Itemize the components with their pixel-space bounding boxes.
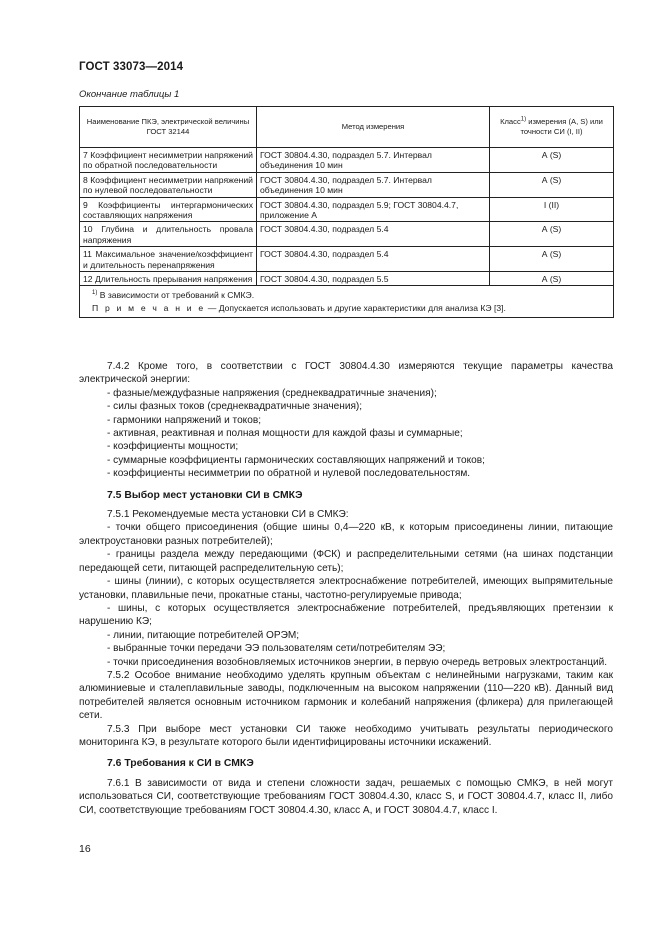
list-item: - точки общего присоединения (общие шины 0,4—220 кВ, к которым присоединены линии, питающие электроустановки разных потребителей); — [79, 522, 613, 547]
table-row — [80, 247, 614, 272]
parameter-cell: 7 Коэффициент несимметрии напряжений по обратной последовательности — [80, 148, 257, 173]
parameter-cell: 10 Глубина и длительность провала напряжения — [80, 222, 257, 247]
method-cell: ГОСТ 30804.4.30, подраздел 5.7. Интервал объединения 10 мин — [257, 148, 490, 173]
class-cell: А (S) — [490, 148, 614, 173]
paragraph-7-4-2: 7.4.2 Кроме того, в соответствии с ГОСТ 30804.4.30 измеряются текущие параметры качества электрической энергии: — [79, 361, 613, 386]
parameter-cell: 12 Длительность прерывания напряжения — [80, 272, 257, 286]
parameter-cell: 11 Максимальное значение/коэффициент и длительность перенапряжения — [80, 247, 257, 272]
list-item: - шины (линии), с которых осуществляется электроснабжение потребителей, имеющих выпрямительные установки, плавильные печи, прокатные станы, частотно-регулируемые привода; — [79, 576, 613, 601]
class-header-rest: измерения (А, S) или точности СИ (I, II) — [520, 117, 603, 136]
class-cell: А (S) — [490, 172, 614, 197]
footnote-mark: 1) — [92, 290, 98, 297]
class-cell: I (II) — [490, 197, 614, 222]
list-item: - коэффициенты несимметрии по обратной и нулевой последовательностям. — [107, 468, 471, 480]
table-header-row — [80, 107, 614, 148]
section-heading-7-5: 7.5 Выбор мест установки СИ в СМКЭ — [107, 489, 303, 501]
page-number: 16 — [79, 843, 91, 855]
list-item: - гармоники напряжений и токов; — [107, 414, 261, 426]
column-header-method: Метод измерения — [257, 107, 490, 148]
list-item: - выбранные точки передачи ЭЭ пользователям сети/потребителям ЭЭ; — [107, 643, 446, 655]
list-item: - линии, питающие потребителей ОРЭМ; — [107, 629, 300, 641]
parameter-cell: 8 Коэффициент несимметрии напряжений по нулевой последовательности — [80, 172, 257, 197]
parameter-cell: 9 Коэффициенты интергармонических составляющих напряжения — [80, 197, 257, 222]
parameters-table — [79, 106, 614, 318]
list-item: - суммарные коэффициенты гармонических составляющих напряжений и токов; — [107, 454, 485, 466]
column-header-parameter: Наименование ПКЭ, электрической величины ГОСТ 32144 — [80, 107, 257, 148]
table-row — [80, 197, 614, 222]
footnote-text: В зависимости от требований к СМКЭ. — [97, 290, 255, 301]
table-row — [80, 172, 614, 197]
table-row — [80, 222, 614, 247]
class-cell: А (S) — [490, 272, 614, 286]
list-item: - точки присоединения возобновляемых источников энергии, в первую очередь ветровых электростанций. — [107, 656, 608, 668]
table-caption: Окончание таблицы 1 — [79, 89, 180, 100]
table-row — [80, 148, 614, 173]
paragraph-7-5-1: 7.5.1 Рекомендуемые места установки СИ в СМКЭ: — [107, 509, 349, 521]
method-cell: ГОСТ 30804.4.30, подраздел 5.4 — [257, 222, 490, 247]
list-item: - фазные/междуфазные напряжения (среднеквадратичные значения); — [107, 387, 437, 399]
method-cell: ГОСТ 30804.4.30, подраздел 5.4 — [257, 247, 490, 272]
paragraph-7-5-2: 7.5.2 Особое внимание необходимо уделять крупным объектам с нелинейными нагрузками, таким как алюминиевые и сталеплавильные заводы, подключенным на высоком напряжении (110—220 кВ). Данный вид потребителей является основным источником гармоник и колебаний напряжения (фликера) для прилегающей сети. — [79, 669, 613, 722]
note-text: — Допускается использовать и другие характеристики для анализа КЭ [3]. — [205, 302, 506, 313]
table-notes — [80, 286, 614, 318]
class-cell: А (S) — [490, 247, 614, 272]
method-cell: ГОСТ 30804.4.30, подраздел 5.9; ГОСТ 30804.4.7, приложение А — [257, 197, 490, 222]
paragraph-7-5-3: 7.5.3 При выборе мест установки СИ также необходимо учитывать результаты периодического мониторинга КЭ, в результате которого были идентифицированы источники искажений. — [79, 723, 613, 748]
table-note — [92, 302, 607, 315]
table-notes-row — [80, 286, 614, 318]
list-item: - силы фазных токов (среднеквадратичные значения); — [107, 401, 363, 413]
list-item: - активная, реактивная и полная мощности для каждой фазы и суммарные; — [107, 428, 463, 440]
class-cell: А (S) — [490, 222, 614, 247]
table-footnote — [92, 289, 607, 302]
column-header-class — [490, 107, 614, 148]
document-code-header: ГОСТ 33073—2014 — [79, 61, 184, 73]
list-item: - шины, с которых осуществляется электроснабжение потребителей, предъявляющих претензии к нарушению КЭ; — [79, 602, 613, 628]
method-cell: ГОСТ 30804.4.30, подраздел 5.5 — [257, 272, 490, 286]
list-item: - границы раздела между передающими (ФСК) и распределительными сетями (на шинах подстанции передающей сети, питающей распределительную сеть); — [79, 549, 613, 574]
section-heading-7-6: 7.6 Требования к СИ в СМКЭ — [107, 758, 254, 770]
note-label: П р и м е ч а н и е — [92, 302, 206, 313]
table-row — [80, 272, 614, 286]
body-text — [79, 360, 613, 817]
footnote-marker: 1) — [520, 116, 527, 123]
method-cell: ГОСТ 30804.4.30, подраздел 5.7. Интервал объединения 10 мин — [257, 172, 490, 197]
paragraph-7-6-1: 7.6.1 В зависимости от вида и степени сложности задач, решаемых с помощью СМКЭ, в ней могут использоваться СИ, соответствующие требованиям ГОСТ 30804.4.30, класс S, и ГОСТ 30804.4.7, класс II, либо СИ, соответствующие требованиям ГОСТ 30804.4.30, класс А, и ГОСТ 30804.4.7, класс I. — [79, 777, 613, 816]
class-header-label: Класс — [500, 117, 521, 126]
list-item: - коэффициенты мощности; — [107, 441, 239, 453]
